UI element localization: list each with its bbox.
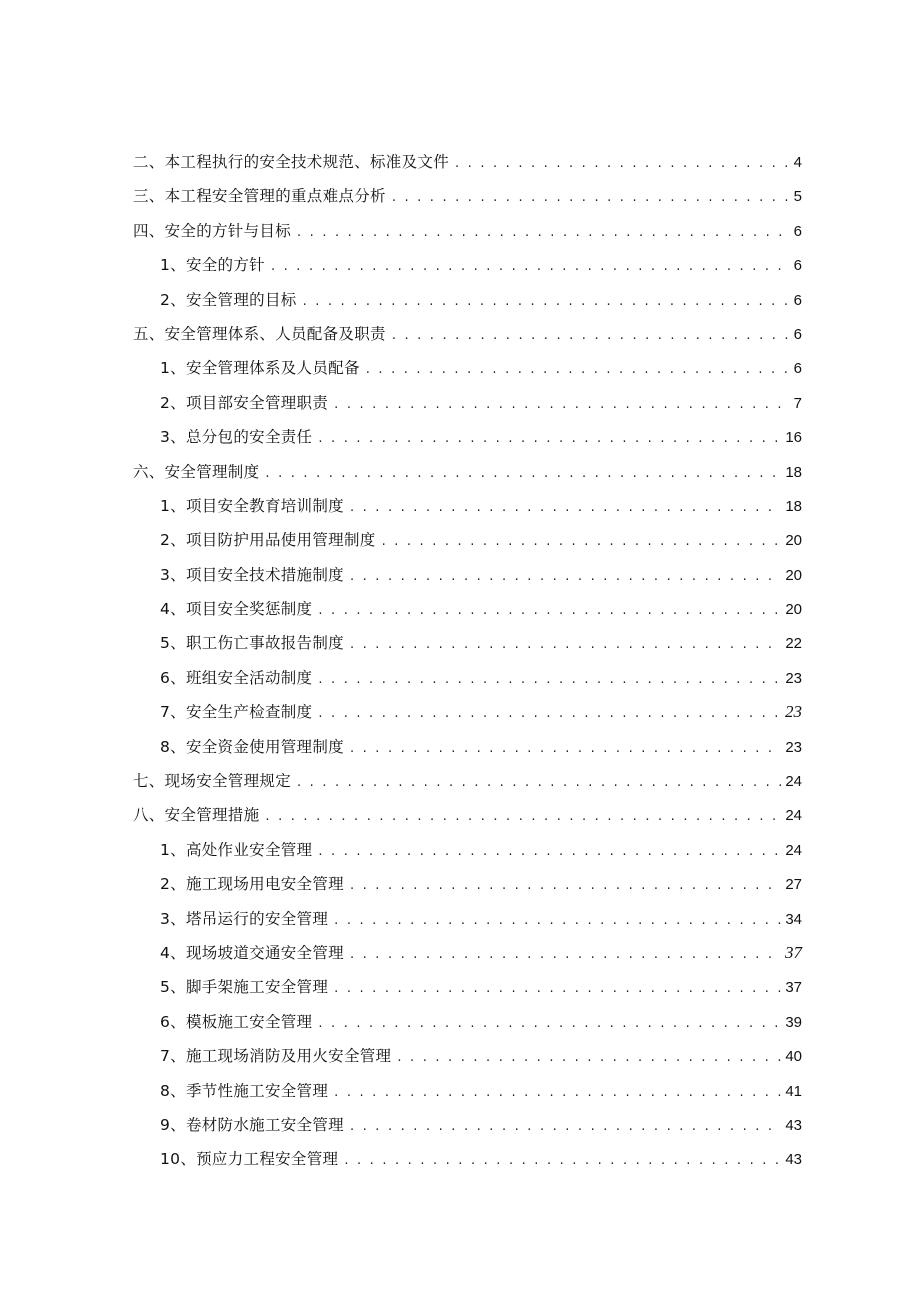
toc-dot-leader (297, 216, 791, 250)
table-of-contents (133, 145, 802, 1177)
toc-entry-page-number: 23 (785, 702, 802, 722)
toc-entry-title: 6、模板施工安全管理 (160, 1012, 313, 1031)
toc-dot-leader (392, 181, 791, 215)
toc-entry-page-number: 6 (793, 222, 802, 240)
toc-dot-leader (382, 525, 783, 559)
toc-dot-leader (366, 353, 791, 387)
toc-entry-title: 2、安全管理的目标 (160, 290, 297, 309)
toc-entry-page-number: 6 (793, 325, 802, 343)
toc-entry-page-number: 23 (785, 669, 802, 687)
toc-entry[interactable] (133, 902, 802, 936)
toc-entry[interactable] (133, 489, 802, 523)
toc-entry-page-number: 18 (785, 463, 802, 481)
toc-dot-leader (392, 319, 791, 353)
toc-dot-leader (265, 457, 782, 491)
toc-dot-leader (271, 250, 791, 284)
toc-dot-leader (334, 904, 782, 938)
toc-dot-leader (344, 1144, 782, 1178)
toc-entry-title: 3、总分包的安全责任 (160, 428, 313, 447)
toc-entry[interactable] (133, 936, 802, 970)
toc-entry-title: 9、卷材防水施工安全管理 (160, 1115, 344, 1134)
toc-entry-page-number: 37 (785, 979, 802, 997)
toc-dot-leader (350, 491, 782, 525)
toc-entry-title: 7、施工现场消防及用火安全管理 (160, 1047, 392, 1066)
toc-entry-title: 2、项目防护用品使用管理制度 (160, 531, 376, 550)
toc-entry[interactable] (133, 558, 802, 592)
toc-entry[interactable] (133, 523, 802, 557)
toc-entry-page-number: 27 (785, 876, 802, 894)
toc-entry-title: 4、项目安全奖惩制度 (160, 600, 313, 619)
toc-entry-page-number: 41 (785, 1082, 802, 1100)
toc-entry-title: 8、季节性施工安全管理 (160, 1081, 329, 1100)
toc-entry[interactable] (133, 695, 802, 729)
toc-entry[interactable] (133, 1142, 802, 1176)
toc-entry-page-number: 16 (785, 429, 802, 447)
toc-dot-leader (318, 835, 782, 869)
toc-dot-leader (297, 766, 782, 800)
toc-entry-title: 3、项目安全技术措施制度 (160, 565, 344, 584)
toc-entry-title: 5、职工伤亡事故报告制度 (160, 634, 344, 653)
toc-entry-title: 3、塔吊运行的安全管理 (160, 909, 329, 928)
toc-dot-leader (350, 732, 782, 766)
toc-entry[interactable] (133, 661, 802, 695)
toc-entry[interactable] (133, 317, 802, 351)
toc-entry[interactable] (133, 145, 802, 179)
toc-entry-page-number: 43 (785, 1151, 802, 1169)
toc-dot-leader (318, 663, 782, 697)
toc-entry-page-number: 7 (793, 394, 802, 412)
toc-entry[interactable] (133, 592, 802, 626)
toc-dot-leader (350, 560, 782, 594)
toc-entry-page-number: 18 (785, 497, 802, 515)
toc-entry-page-number: 39 (785, 1013, 802, 1031)
toc-entry-page-number: 4 (793, 154, 802, 171)
toc-dot-leader (318, 594, 782, 628)
toc-entry[interactable] (133, 179, 802, 213)
toc-entry-title: 四、安全的方针与目标 (133, 221, 292, 240)
toc-entry-title: 1、安全的方针 (160, 256, 265, 275)
toc-dot-leader (350, 869, 782, 903)
toc-entry-page-number: 6 (793, 257, 802, 275)
toc-entry-page-number: 24 (785, 807, 802, 825)
toc-entry-page-number: 40 (785, 1048, 802, 1066)
toc-entry[interactable] (133, 867, 802, 901)
toc-entry-page-number: 20 (785, 566, 802, 584)
toc-dot-leader (318, 697, 782, 731)
toc-entry[interactable] (133, 248, 802, 282)
toc-dot-leader (350, 938, 782, 972)
toc-entry-page-number: 20 (785, 601, 802, 619)
toc-entry-page-number: 24 (785, 773, 802, 791)
toc-entry-title: 4、现场坡道交通安全管理 (160, 943, 344, 962)
toc-entry[interactable] (133, 455, 802, 489)
toc-entry[interactable] (133, 764, 802, 798)
toc-entry-page-number: 22 (785, 635, 802, 653)
toc-entry[interactable] (133, 798, 802, 832)
toc-dot-leader (350, 1110, 782, 1144)
toc-dot-leader (397, 1041, 782, 1075)
toc-dot-leader (318, 1007, 782, 1041)
toc-entry-title: 八、安全管理措施 (133, 806, 260, 825)
toc-entry-page-number: 24 (785, 841, 802, 859)
toc-entry-page-number: 37 (785, 942, 802, 962)
toc-entry[interactable] (133, 214, 802, 248)
toc-entry[interactable] (133, 386, 802, 420)
toc-dot-leader (265, 800, 782, 834)
toc-entry[interactable] (133, 283, 802, 317)
toc-entry[interactable] (133, 1039, 802, 1073)
toc-dot-leader (334, 1076, 782, 1110)
toc-entry-title: 8、安全资金使用管理制度 (160, 737, 344, 756)
toc-entry[interactable] (133, 1074, 802, 1108)
toc-entry-title: 五、安全管理体系、人员配备及职责 (133, 324, 386, 343)
toc-dot-leader (303, 285, 791, 319)
toc-entry[interactable] (133, 730, 802, 764)
toc-entry-title: 1、项目安全教育培训制度 (160, 496, 344, 515)
toc-entry[interactable] (133, 420, 802, 454)
toc-dot-leader (318, 422, 782, 456)
toc-entry-title: 七、现场安全管理规定 (133, 772, 292, 791)
toc-entry-title: 7、安全生产检查制度 (160, 703, 313, 722)
toc-entry-page-number: 34 (785, 910, 802, 928)
toc-entry[interactable] (133, 1108, 802, 1142)
toc-dot-leader (334, 972, 782, 1006)
toc-entry-page-number: 43 (785, 1116, 802, 1134)
toc-entry-title: 1、高处作业安全管理 (160, 840, 313, 859)
toc-dot-leader (455, 147, 791, 181)
toc-entry-title: 2、施工现场用电安全管理 (160, 875, 344, 894)
toc-entry-title: 10、预应力工程安全管理 (160, 1150, 339, 1169)
toc-entry[interactable] (133, 1005, 802, 1039)
toc-entry-title: 2、项目部安全管理职责 (160, 393, 329, 412)
toc-entry-page-number: 6 (793, 360, 802, 378)
toc-entry[interactable] (133, 626, 802, 660)
toc-entry-title: 5、脚手架施工安全管理 (160, 978, 329, 997)
toc-entry-page-number: 6 (793, 291, 802, 309)
toc-dot-leader (350, 628, 782, 662)
toc-entry-page-number: 20 (785, 532, 802, 550)
toc-entry-page-number: 5 (793, 188, 802, 206)
toc-entry-title: 1、安全管理体系及人员配备 (160, 359, 360, 378)
toc-entry-title: 六、安全管理制度 (133, 462, 260, 481)
toc-entry-title: 6、班组安全活动制度 (160, 668, 313, 687)
toc-entry-title: 三、本工程安全管理的重点难点分析 (133, 187, 386, 206)
toc-entry[interactable] (133, 351, 802, 385)
toc-entry[interactable] (133, 970, 802, 1004)
toc-entry[interactable] (133, 833, 802, 867)
toc-entry-title: 二、本工程执行的安全技术规范、标准及文件 (133, 153, 450, 171)
toc-entry-page-number: 23 (785, 738, 802, 756)
toc-dot-leader (334, 388, 790, 422)
